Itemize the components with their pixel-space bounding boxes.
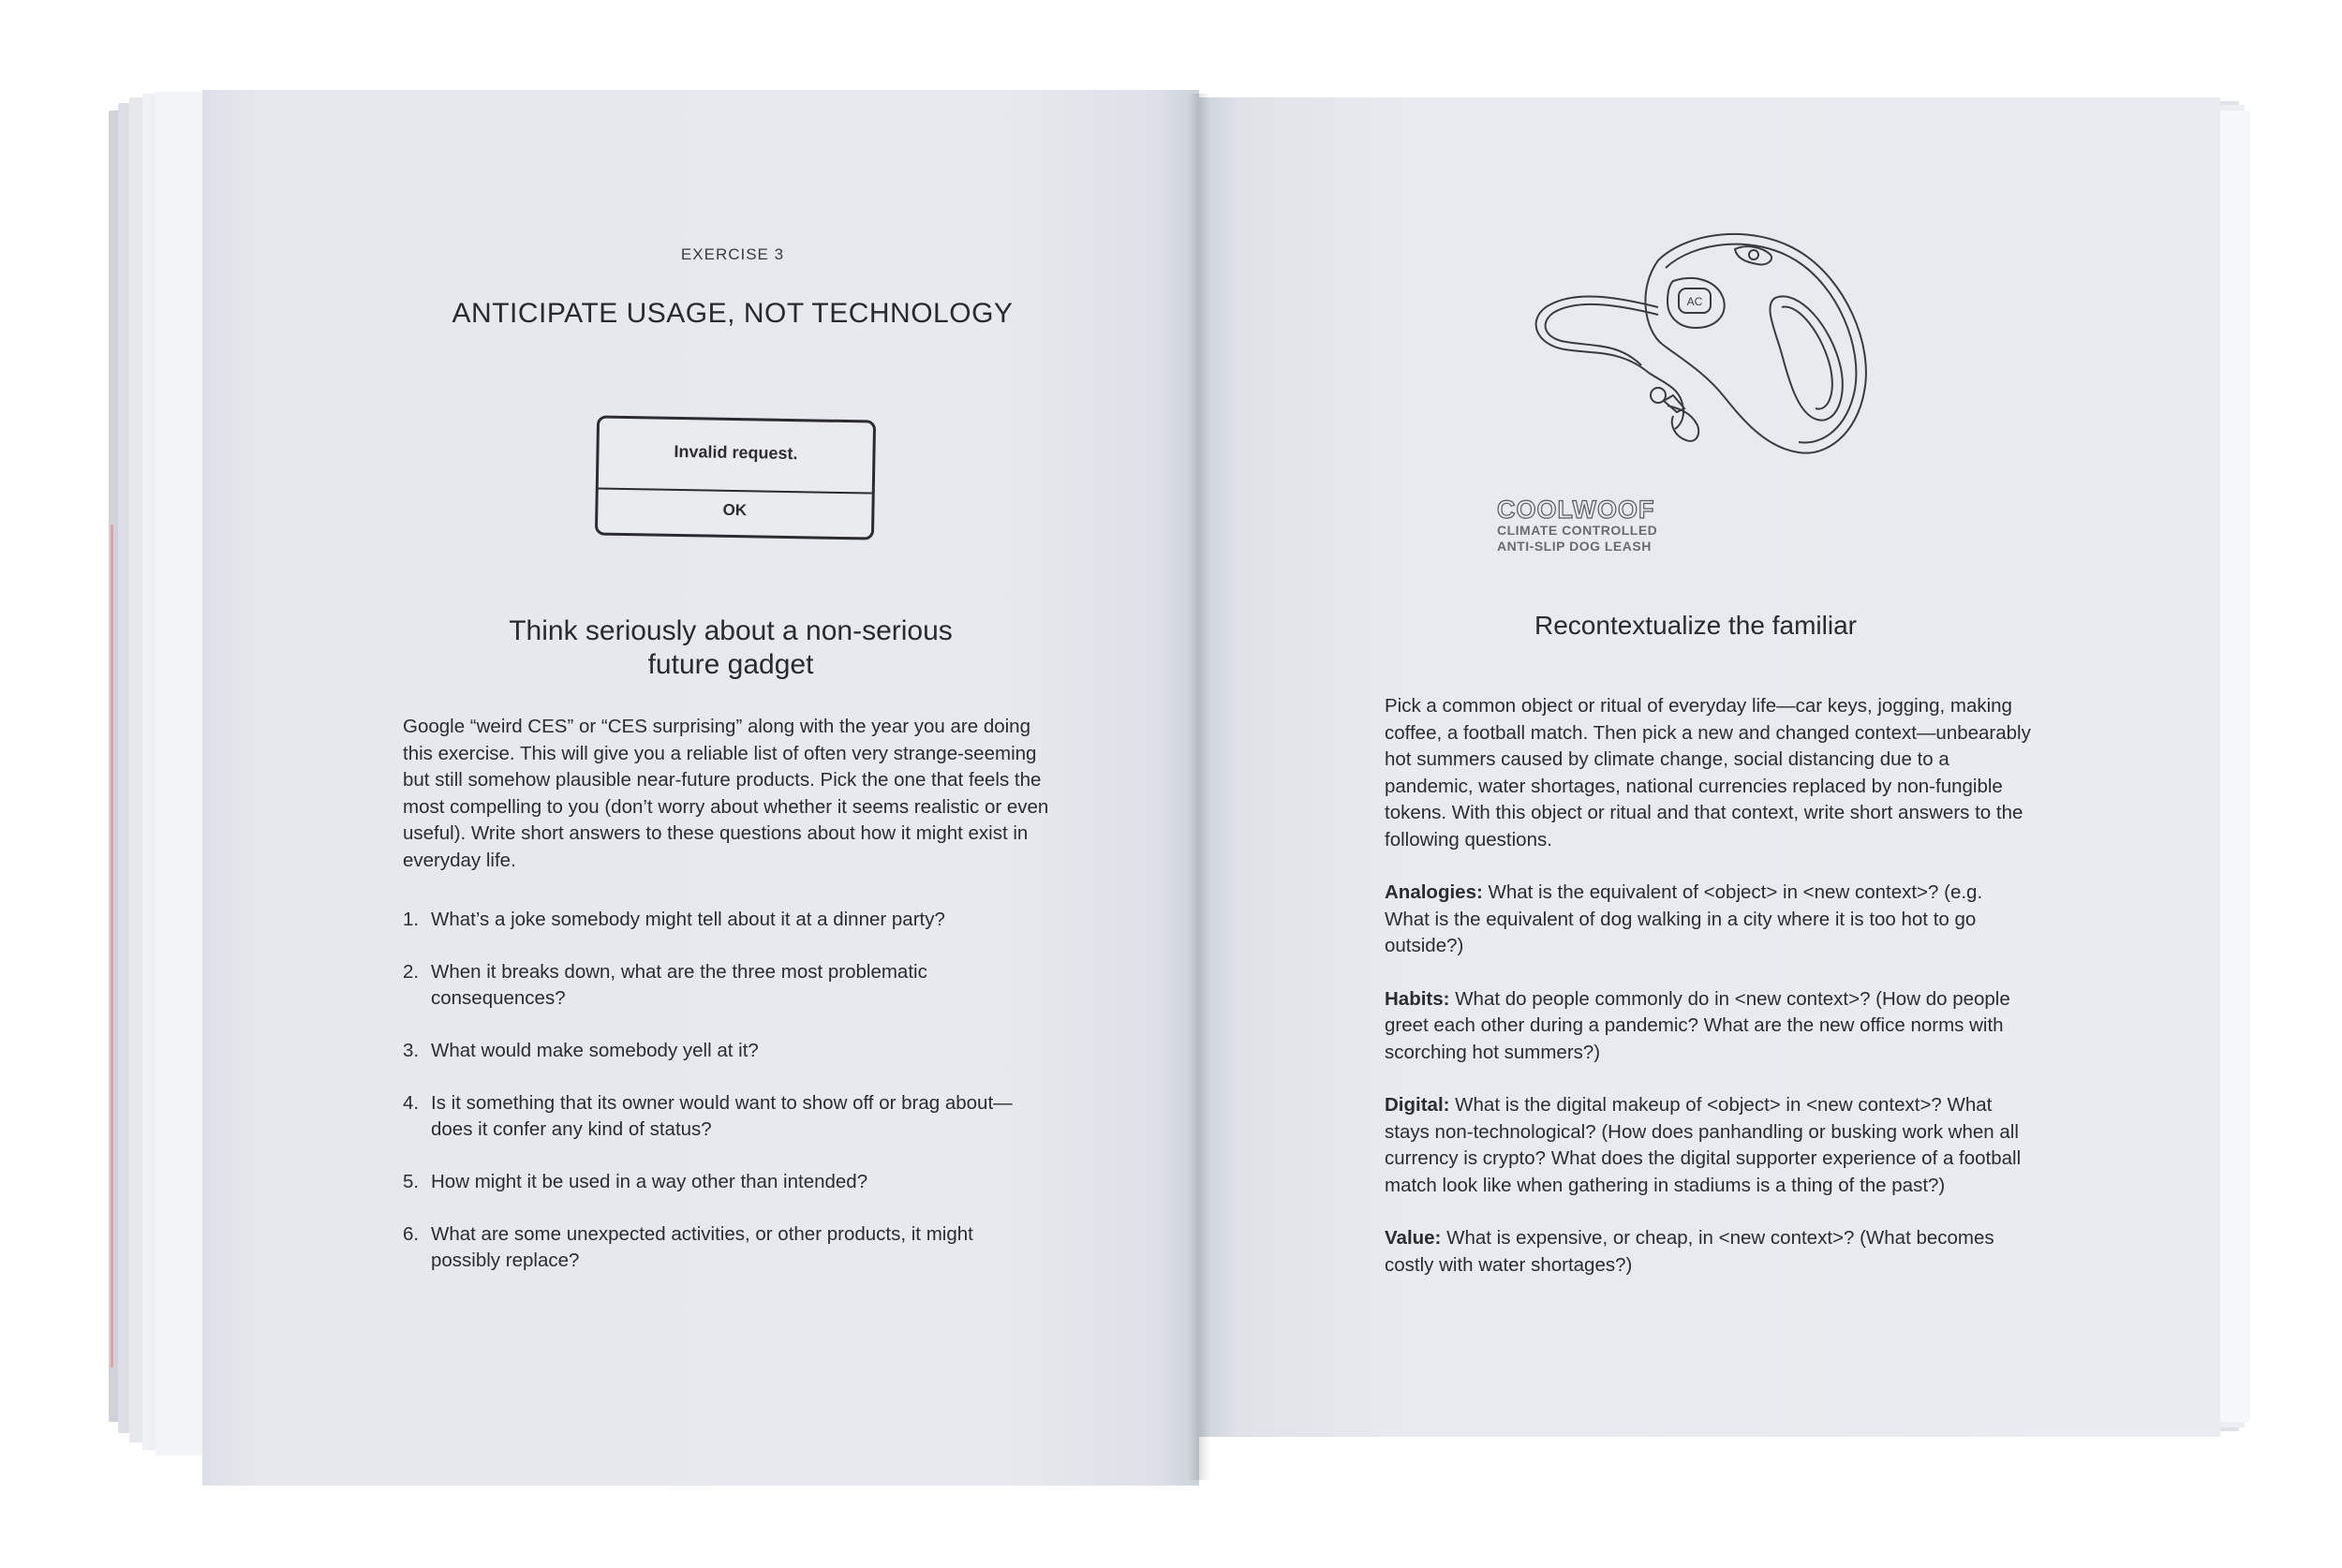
prompt-value <box>1385 1225 2031 1279</box>
list-item <box>403 1169 1040 1195</box>
list-item-text: When it breaks down, what are the three most problematic consequences? <box>431 961 927 1009</box>
list-item <box>403 1038 1040 1064</box>
dialog-ok-button: OK <box>722 500 748 520</box>
prompt-text: What is the equivalent of <object> in <new context>? (e.g. What is the equivalent of dog walking in a city where it is too hot to go outside?) <box>1385 881 1983 956</box>
list-item-number: 2. <box>403 961 420 983</box>
question-list <box>403 907 1040 1300</box>
dialog-divider <box>599 487 872 494</box>
dog-leash-illustration <box>1518 195 1874 476</box>
list-item-number: 5. <box>403 1171 420 1192</box>
left-body-paragraph: Google “weird CES” or “CES surprising” along with the year you are doing this exercise. This will give you a reliable list of often very strange-seeming but still somehow plausible near-future products. Pick the one that feels the most compelling to you (don’t worry about whether it seems realistic or even useful). Write short answers to these questions about how it might exist in everyday life. <box>403 716 1049 871</box>
list-item <box>403 907 1040 933</box>
brand-tagline-2: ANTI-SLIP DOG LEASH <box>1497 539 1652 554</box>
exercise-label: EXERCISE 3 <box>680 245 785 263</box>
prompt-label: Value: <box>1385 1227 1442 1249</box>
prompt-label: Habits: <box>1385 987 1450 1010</box>
page-edge-accent <box>111 525 113 1368</box>
prompt-analogies <box>1385 880 2031 960</box>
prompt-label: Digital: <box>1385 1094 1450 1116</box>
list-item-number: 3. <box>403 1040 420 1061</box>
list-item-number: 1. <box>403 909 420 930</box>
prompt-digital <box>1385 1092 2031 1199</box>
brand-name: COOLWOOF <box>1497 496 1655 524</box>
list-item-text: What are some unexpected activities, or other products, it might possibly replace? <box>431 1223 973 1271</box>
dialog-sketch <box>595 415 876 540</box>
prompt-label: Analogies: <box>1385 881 1483 903</box>
list-item <box>403 1221 1040 1274</box>
right-subhead: Recontextualize the familiar <box>1534 611 1857 640</box>
list-item <box>403 1090 1040 1143</box>
list-item-number: 4. <box>403 1092 420 1114</box>
product-brand-block <box>1497 496 1657 555</box>
list-item-number: 6. <box>403 1223 420 1245</box>
prompt-habits <box>1385 986 2031 1067</box>
dialog-message: Invalid request. <box>674 441 798 464</box>
list-item <box>403 959 1040 1012</box>
right-intro-paragraph: Pick a common object or ritual of everyday life—car keys, jogging, making coffee, a football match. Then pick a new and changed context—unbearably hot summers caused by climate change, social distancing due to a pandemic, water shortages, national currencies replaced by non-fungible tokens. With this object or ritual and that context, write short answers to the following questions. <box>1385 695 2031 851</box>
left-subhead <box>468 614 993 682</box>
list-item-text: What’s a joke somebody might tell about it at a dinner party? <box>431 909 945 930</box>
prompt-text: What is the digital makeup of <object> in <new context>? What stays non-technological? (How does panhandling or busking work when all currency is crypto? What does the digital supporter experience of a football match look like when gathering in stadiums is a thing of the past?) <box>1385 1094 2022 1196</box>
left-subhead-line1: Think seriously about a non-serious <box>509 615 953 646</box>
prompt-text: What is expensive, or cheap, in <new context>? (What becomes costly with water shortages?) <box>1385 1227 1994 1276</box>
brand-tagline-1: CLIMATE CONTROLLED <box>1497 523 1658 538</box>
page-title: ANTICIPATE USAGE, NOT TECHNOLOGY <box>452 298 1014 329</box>
right-body <box>1385 693 2031 1305</box>
leash-badge-text: AC <box>1686 295 1703 308</box>
list-item-text: Is it something that its owner would want to show off or brag about—does it confer any kind of status? <box>431 1092 1013 1140</box>
prompt-text: What do people commonly do in <new context>? (How do people greet each other during a pandemic? What are the new office norms with scorching hot summers?) <box>1385 987 2010 1063</box>
list-item-text: What would make somebody yell at it? <box>431 1040 759 1061</box>
left-subhead-line2: future gadget <box>647 649 814 680</box>
list-item-text: How might it be used in a way other than intended? <box>431 1171 868 1192</box>
